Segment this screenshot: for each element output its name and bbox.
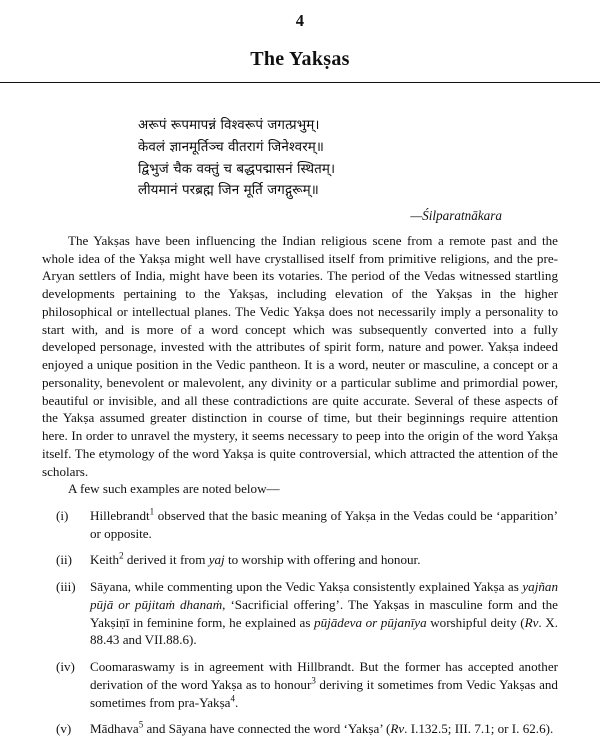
body-paragraph: The Yakṣas have been influencing the Indian religious scene from a remote past and the whole idea of the Yakṣa might well have crystallised itself from primitive religions, and the pre-Aryan settlers of India, might have been its votaries. The period of the Vedas witnessed startling developments pertaining to the Yakṣas, including elevation of the Yakṣas in the higher philosophical or intellectual planes. The Vedic Yakṣa does not necessarily imply a personality to start with, and is more of a word concept which was subsequently converted into a fully developed personage, invested with the attributes of spirit form, nature and power. Yakṣa indeed enjoyed a unique position in the Vedic pantheon. It is a word, neuter or masculine, a concept or a personality, benevolent or malevolent, any divinity or a particular sublime and primordial power, beautiful or invisible, and all these contradictions are quite accurate. Several of these aspects of the Yakṣa assumed greater distinction in course of time, but their beginnings require attention here. In order to unravel the mystery, it seems necessary to peep into the origin of the word Yakṣa itself. The etymology of the word Yakṣa is quite controversial, which attracted the attention of the scholars. (42, 232, 558, 479)
text-run: Keith (90, 552, 120, 568)
footnote-marker: 2 (119, 551, 124, 562)
text-run: deriving it sometimes from Vedic Yakṣas and sometimes from pra-Yakṣa (90, 676, 558, 710)
epigraph-verse (42, 115, 558, 202)
text-run: and Sāyana have connected the word ‘Yakṣa’ ( (143, 721, 391, 737)
emphasis-text: yaj (208, 552, 225, 568)
verse-line: लीयमानं परब्रह्म जिन मूर्ति जगद्गुरूम्॥ (138, 183, 319, 199)
list-item-text (90, 720, 558, 738)
verse-line: केवलं ज्ञानमूर्तिञ्च वीतरागं जिनेश्वरम्॥ (138, 139, 324, 155)
list-item (42, 658, 558, 711)
text-run: to worship with offering and honour. (224, 552, 421, 568)
epigraph-attribution: —Śilparatnākara (410, 207, 502, 223)
text-run: . I.132.5; III. 7.1; or I. 62.6). (404, 721, 554, 737)
list-item-text (90, 551, 558, 569)
list-intro: A few such examples are noted below— (68, 481, 280, 497)
page-title: The Yakṣas (250, 48, 350, 71)
emphasis-text: pūjādeva or pūjanīya (314, 614, 427, 630)
list-item (42, 507, 558, 542)
text-run: . X. 88.43 and VII.88.6). (90, 614, 558, 648)
text-run: observed that the basic meaning of Yakṣa in the Vedas could be ‘apparition’ or opposite. (90, 507, 558, 541)
emphasis-text: yajñan pūjā or pūjitaṁ dhanaṁ (90, 579, 558, 612)
text-run: Mādhava (90, 721, 139, 737)
list-item-text (90, 658, 558, 711)
chapter-number: 4 (295, 11, 305, 30)
text-run: . (235, 694, 239, 710)
list-item (42, 578, 558, 649)
emphasis-text: Rv (524, 614, 539, 630)
text-run: Sāyana, while commenting upon the Vedic Yakṣa consistently explained Yakṣa as (90, 579, 523, 595)
list-item-text (90, 507, 558, 542)
examples-list (42, 507, 558, 738)
list-item-marker: (v) (56, 721, 72, 737)
list-item-marker: (iii) (56, 579, 76, 595)
verse-line: अरूपं रूपमापन्नं विश्वरूपं जगत्प्रभुम्। (138, 118, 320, 134)
text-run: Coomaraswamy is in agreement with Hillbrandt. But the former has accepted another derivation of the word Yakṣa as to honour (90, 659, 558, 692)
footnote-marker: 1 (149, 506, 155, 517)
footnote-marker: 4 (230, 693, 235, 704)
list-item-marker: (iv) (56, 659, 75, 675)
title-divider (0, 82, 600, 83)
verse-line: द्विभुजं चैक वक्तुं च बद्धपद्मासनं स्थितम्। (138, 161, 336, 177)
text-run: Hillebrandt (90, 507, 150, 523)
text-run: worshipful deity ( (426, 614, 525, 630)
list-item (42, 720, 558, 738)
text-run: derived it from (123, 552, 209, 568)
footnote-marker: 3 (311, 675, 316, 686)
list-item-marker: (ii) (56, 552, 72, 568)
list-item-text (90, 578, 558, 649)
footnote-marker: 5 (138, 719, 144, 730)
text-run: , ‘Sacrificial offering’. The Yakṣas in masculine form and the Yakṣiṇī in feminine form, he explained as (90, 596, 558, 630)
list-item-marker: (i) (56, 507, 69, 523)
emphasis-text: Rv (390, 721, 405, 737)
list-item (42, 551, 558, 569)
